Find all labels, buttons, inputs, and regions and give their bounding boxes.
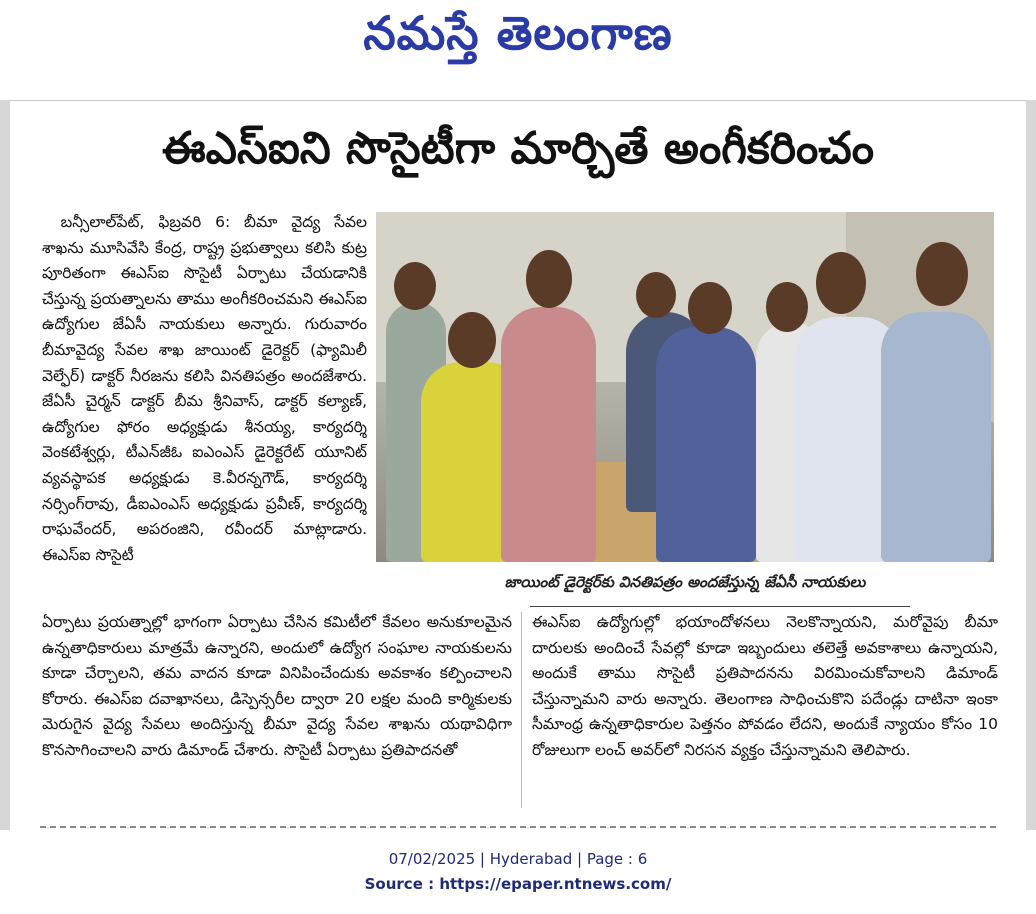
- photo-person-head: [636, 272, 676, 318]
- footer-divider: [40, 826, 996, 828]
- photo-person-head: [526, 250, 572, 308]
- column-divider: [521, 612, 522, 808]
- article-column-left: [42, 210, 367, 610]
- masthead: [0, 0, 1036, 78]
- newspaper-title: నమస్తే తెలంగాణ: [363, 6, 673, 60]
- photo-person-head: [394, 262, 436, 310]
- page-margin-left: [0, 100, 10, 830]
- page-margin-right: [1026, 100, 1036, 830]
- article-headline: ఈఎస్ఐని సొసైటీగా మార్చితే అంగీకరించం: [161, 123, 875, 174]
- photo-person-head: [766, 282, 808, 332]
- photo-person-head: [916, 242, 968, 306]
- photo-person-head: [448, 312, 496, 368]
- photo-person-head: [688, 282, 732, 334]
- photo-person-head: [816, 252, 866, 314]
- article-column-bottom-left: [42, 610, 512, 810]
- article-paragraph: ఈఎస్ఐ ఉద్యోగుల్లో భయాందోళనలు నెలకొన్నాయని, మరోవైపు బీమా దారులకు అందించే సేవల్లో కూడా ఇబ్బందులు తలెత్తే అవకాశాలు ఉన్నాయని, అందుకే తాము సొసైటీ ప్రతిపాదనను విరమించుకోవాలని డిమాండ్ చేస్తున్నామని వారు అన్నారు. తెలంగాణ సాధించుకొని పదేండ్లు దాటినా ఇంకా సీమాంధ్ర ఉన్నతాధికారుల పెత్తనం పోవడం లేదని, అందుకే న్యాయం కోసం 10 రోజులుగా లంచ్ అవర్‌లో నిరసన వ్యక్తం చేస్తున్నామని తెలిపారు.: [532, 613, 998, 759]
- photo-person: [501, 307, 596, 562]
- photo-person: [881, 312, 991, 562]
- footer-date-edition: 07/02/2025 | Hyderabad | Page : 6: [388, 850, 648, 868]
- footer-source: Source : https://epaper.ntnews.com/: [364, 875, 672, 893]
- photo-caption: జాయింట్ డైరెక్టర్‌కు వినతిపత్రం అందజేస్తున్న జేఏసీ నాయకులు: [504, 573, 866, 591]
- photo-person: [656, 327, 756, 562]
- article-paragraph: బన్సీలాల్‌పేట్, ఫిబ్రవరి 6: బీమా వైద్య సేవల శాఖను మూసివేసి కేంద్ర, రాష్ట్ర ప్రభుత్వాలు కలిసి కుట్ర పూరితంగా ఈఎస్ఐ సొసైటీ ఏర్పాటు చేయడానికి చేస్తున్న ప్రయత్నాలను తాము అంగీకరించమని ఈఎస్ఐ ఉద్యోగుల జేఏసీ నాయకులు అన్నారు. గురువారం బీమావైద్య సేవల శాఖ జాయింట్ డైరెక్టర్ (ఫ్యామిలీ వెల్ఫేర్) డాక్టర్ నీరజను కలిసి వినతిపత్రం అందజేశారు. జేఏసీ చైర్మన్ డాక్టర్ బీమ శ్రీనివాస్, డాక్టర్ కల్యాణ్, ఉద్యోగుల ఫోరం అధ్యక్షుడు శీనయ్య, కార్యదర్శి వెంకటేశ్వర్లు, టీఎన్‌జీఓ ఐఎంఎస్ డైరెక్టరేట్ యూనిట్ వ్యవస్థాపక అధ్యక్షుడు కె.వీరన్నగౌడ్, కార్యదర్శి నర్సింగ్‌రావు, డీఐఎంఎస్ అధ్యక్షుడు ప్రవీణ్, కార్యదర్శి రాఘవేందర్, అపరంజిని, రవీందర్ మాట్లాడారు. ఈఎస్ఐ సొసైటీ: [42, 213, 367, 564]
- article-column-bottom-right: [532, 610, 998, 810]
- news-photo: [376, 212, 994, 562]
- article-paragraph: ఏర్పాటు ప్రయత్నాల్లో భాగంగా ఏర్పాటు చేసిన కమిటీలో కేవలం అనుకూలమైన ఉన్నతాధికారులు మాత్రమే ఉన్నారని, అందులో ఉద్యోగ సంఘాల నాయకులను కూడా చేర్చాలని, తమ వాదన కూడా వినిపించేందుకు అవకాశం కల్పించాలని కోరారు. ఈఎస్ఐ దవాఖానలు, డిస్పెన్సరీల ద్వారా 20 లక్షల మంది కార్మికులకు మెరుగైన వైద్య సేవలు అందిస్తున్న బీమా వైద్య సేవల శాఖను యథావిధిగా కొనసాగించాలని వారు డిమాండ్ చేశారు. సొసైటీ ఏర్పాటు ప్రతిపాదనతో: [42, 613, 512, 759]
- caption-underline: [530, 606, 910, 607]
